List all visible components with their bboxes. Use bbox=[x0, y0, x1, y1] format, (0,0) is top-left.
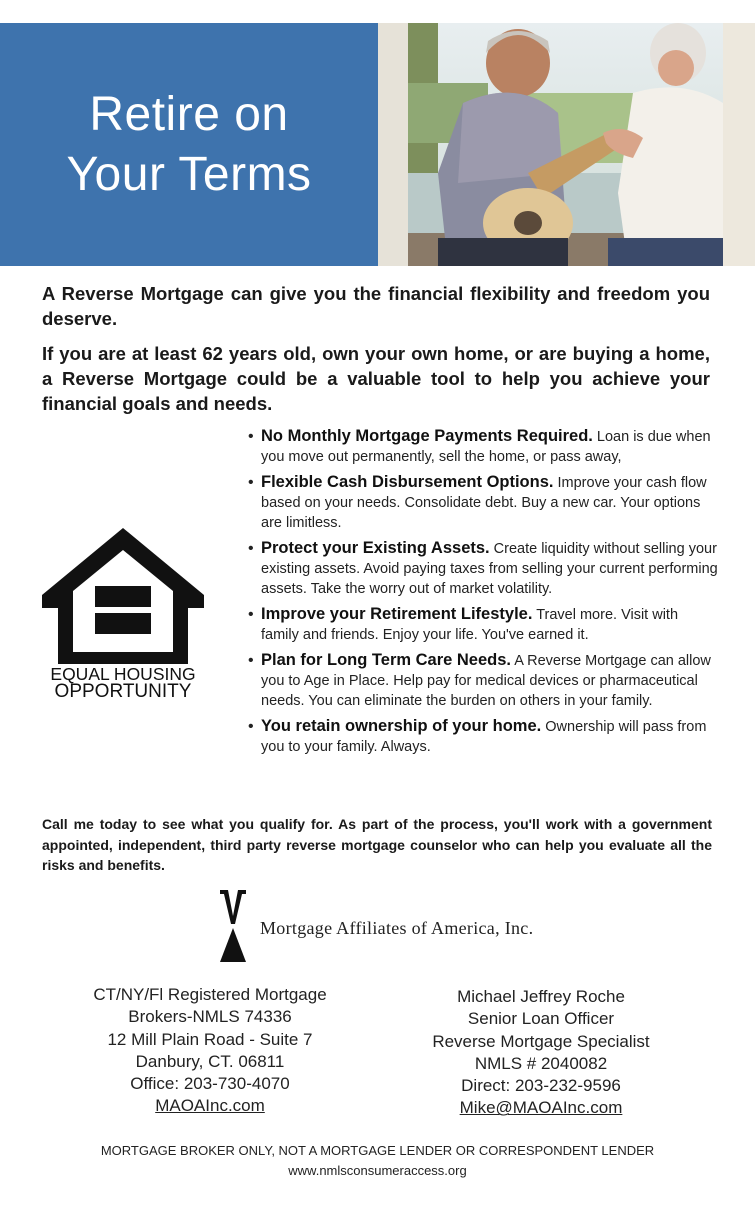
hero-photo-senior-couple bbox=[378, 23, 755, 266]
company-name: Mortgage Affiliates of America, Inc. bbox=[260, 918, 534, 938]
benefit-text: Improve your cash flow based on your needs. Consolidate debt. Buy a new car. Your options are limitless. bbox=[261, 475, 707, 531]
equal-housing-text-2: OPPORTUNITY bbox=[54, 681, 192, 702]
office-contact-block bbox=[60, 984, 360, 1118]
call-to-action: Call me today to see what you qualify for. As part of the process, you'll work with a government appointed, independent, third party reverse mortgage counselor who can help you evaluate all the risks and benefits. bbox=[42, 816, 712, 873]
equal-housing-opportunity-logo bbox=[42, 528, 204, 703]
hero-title-line-1: Retire on bbox=[89, 87, 289, 141]
senior-couple-image bbox=[378, 23, 755, 266]
office-address: 12 Mill Plain Road - Suite 7 bbox=[107, 1029, 313, 1049]
company-logo bbox=[218, 890, 558, 966]
benefit-title: Flexible Cash Disbursement Options. bbox=[261, 473, 554, 491]
benefit-title: Plan for Long Term Care Needs. bbox=[261, 651, 511, 669]
benefits-list bbox=[248, 426, 718, 762]
list-item bbox=[248, 604, 718, 645]
hero-banner bbox=[0, 23, 755, 266]
list-item bbox=[248, 716, 718, 757]
officer-name: Michael Jeffrey Roche bbox=[457, 987, 625, 1006]
footer bbox=[0, 1141, 755, 1181]
office-city: Danbury, CT. 06811 bbox=[135, 1051, 285, 1071]
benefit-text: Loan is due when you move out permanently, sell the home, or pass away, bbox=[261, 429, 711, 465]
office-line-2: Brokers-NMLS 74336 bbox=[128, 1007, 292, 1027]
benefit-text: Create liquidity without selling your existing assets. Avoid paying taxes from selling your current performing assets. Take the worry out of market volatility. bbox=[261, 541, 718, 597]
intro-paragraph-2: If you are at least 62 years old, own your own home, or are buying a home, a Reverse Mortgage could be a valuable tool to help you achieve your financial goals and needs. bbox=[42, 343, 710, 414]
list-item bbox=[248, 650, 718, 711]
benefit-text: Travel more. Visit with family and friends. Enjoy your life. You've earned it. bbox=[261, 607, 679, 643]
maoa-logo-icon bbox=[218, 890, 248, 966]
officer-title-1: Senior Loan Officer bbox=[467, 1009, 615, 1029]
equal-housing-text-1: EQUAL HOUSING bbox=[50, 664, 196, 684]
office-phone: Office: 203-730-4070 bbox=[130, 1074, 290, 1094]
benefit-title: Improve your Retirement Lifestyle. bbox=[261, 605, 533, 623]
broker-disclaimer: MORTGAGE BROKER ONLY, NOT A MORTGAGE LENDER OR CORRESPONDENT LENDER bbox=[100, 1143, 655, 1158]
intro-paragraph-1: A Reverse Mortgage can give you the financial flexibility and freedom you deserve. bbox=[42, 283, 710, 329]
list-item bbox=[248, 538, 718, 599]
benefit-title: Protect your Existing Assets. bbox=[261, 539, 490, 557]
nmls-url: www.nmlsconsumeraccess.org bbox=[288, 1163, 467, 1178]
hero-title-line-2: Your Terms bbox=[66, 147, 312, 201]
benefit-title: No Monthly Mortgage Payments Required. bbox=[261, 427, 593, 445]
officer-nmls: NMLS # 2040082 bbox=[474, 1053, 608, 1073]
list-item bbox=[248, 472, 718, 533]
benefit-title: You retain ownership of your home. bbox=[261, 717, 542, 735]
officer-phone: Direct: 203-232-9596 bbox=[461, 1076, 621, 1096]
hero-title-box bbox=[0, 23, 378, 266]
email-link[interactable]: Mike@MAOAInc.com bbox=[459, 1098, 623, 1118]
list-item bbox=[248, 426, 718, 467]
house-icon bbox=[42, 528, 204, 703]
benefit-text: A Reverse Mortgage can allow you to Age in Place. Help pay for medical devices or pharmaceutical needs. You can eliminate the burden on others in your family. bbox=[261, 653, 711, 709]
office-line-1: CT/NY/Fl Registered Mortgage bbox=[93, 985, 327, 1004]
loan-officer-contact-block bbox=[400, 986, 682, 1120]
benefit-text: Ownership will pass from you to your family. Always. bbox=[261, 719, 707, 755]
website-link[interactable]: MAOAInc.com bbox=[155, 1096, 265, 1116]
officer-title-2: Reverse Mortgage Specialist bbox=[432, 1031, 650, 1051]
